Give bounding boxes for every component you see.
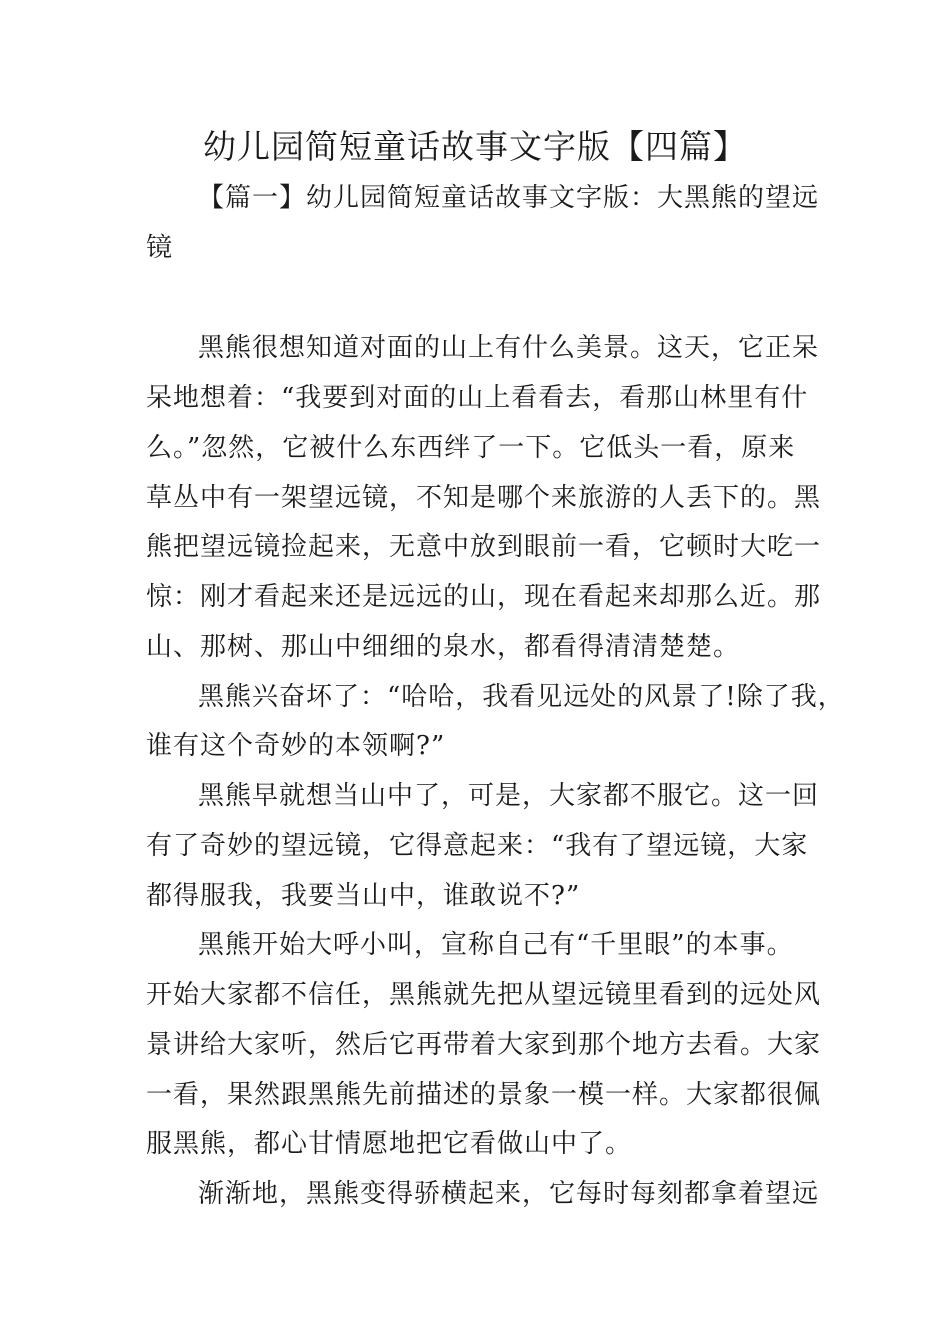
body-line: 黑熊很想知道对面的山上有什么美景。这天，它正呆 <box>198 333 820 363</box>
body-line: 有了奇妙的望远镜，它得意起来：“我有了望远镜，大家 <box>146 831 809 861</box>
body-line: 渐渐地，黑熊变得骄横起来，它每时每刻都拿着望远 <box>198 1179 820 1209</box>
subtitle-line: 【篇一】幼儿园简短童话故事文字版：大黑熊的望远 <box>198 183 820 213</box>
body-line: 都得服我，我要当山中，谁敢说不?” <box>146 881 581 911</box>
body-line: 黑熊开始大呼小叫，宣称自己有“千里眼”的本事。 <box>198 930 794 960</box>
document-title: 幼儿园简短童话故事文字版【四篇】 <box>203 127 747 166</box>
body-line: 黑熊早就想当山中了，可是，大家都不服它。这一回 <box>198 781 820 811</box>
body-line: 谁有这个奇妙的本领啊?” <box>146 731 446 761</box>
body-line: 草丛中有一架望远镜，不知是哪个来旅游的人丢下的。黑 <box>146 483 822 513</box>
body-line: 服黑熊，都心甘情愿地把它看做山中了。 <box>146 1129 633 1159</box>
body-line: 一看，果然跟黑熊先前描述的景象一模一样。大家都很佩 <box>146 1080 822 1110</box>
body-line: 么。”忽然，它被什么东西绊了一下。它低头一看，原来 <box>146 433 796 463</box>
subtitle-line: 镜 <box>146 233 174 263</box>
body-line: 惊：刚才看起来还是远远的山，现在看起来却那么近。那 <box>146 582 822 612</box>
body-line: 开始大家都不信任，黑熊就先把从望远镜里看到的远处风 <box>146 980 822 1010</box>
body-line: 呆地想着：“我要到对面的山上看看去，看那山林里有什 <box>146 383 809 413</box>
body-line: 山、那树、那山中细细的泉水，都看得清清楚楚。 <box>146 632 741 662</box>
body-line: 景讲给大家听，然后它再带着大家到那个地方去看。大家 <box>146 1030 822 1060</box>
body-line: 黑熊兴奋坏了：“哈哈，我看见远处的风景了!除了我， <box>198 682 845 712</box>
body-line: 熊把望远镜捡起来，无意中放到眼前一看，它顿时大吃一 <box>146 532 822 562</box>
